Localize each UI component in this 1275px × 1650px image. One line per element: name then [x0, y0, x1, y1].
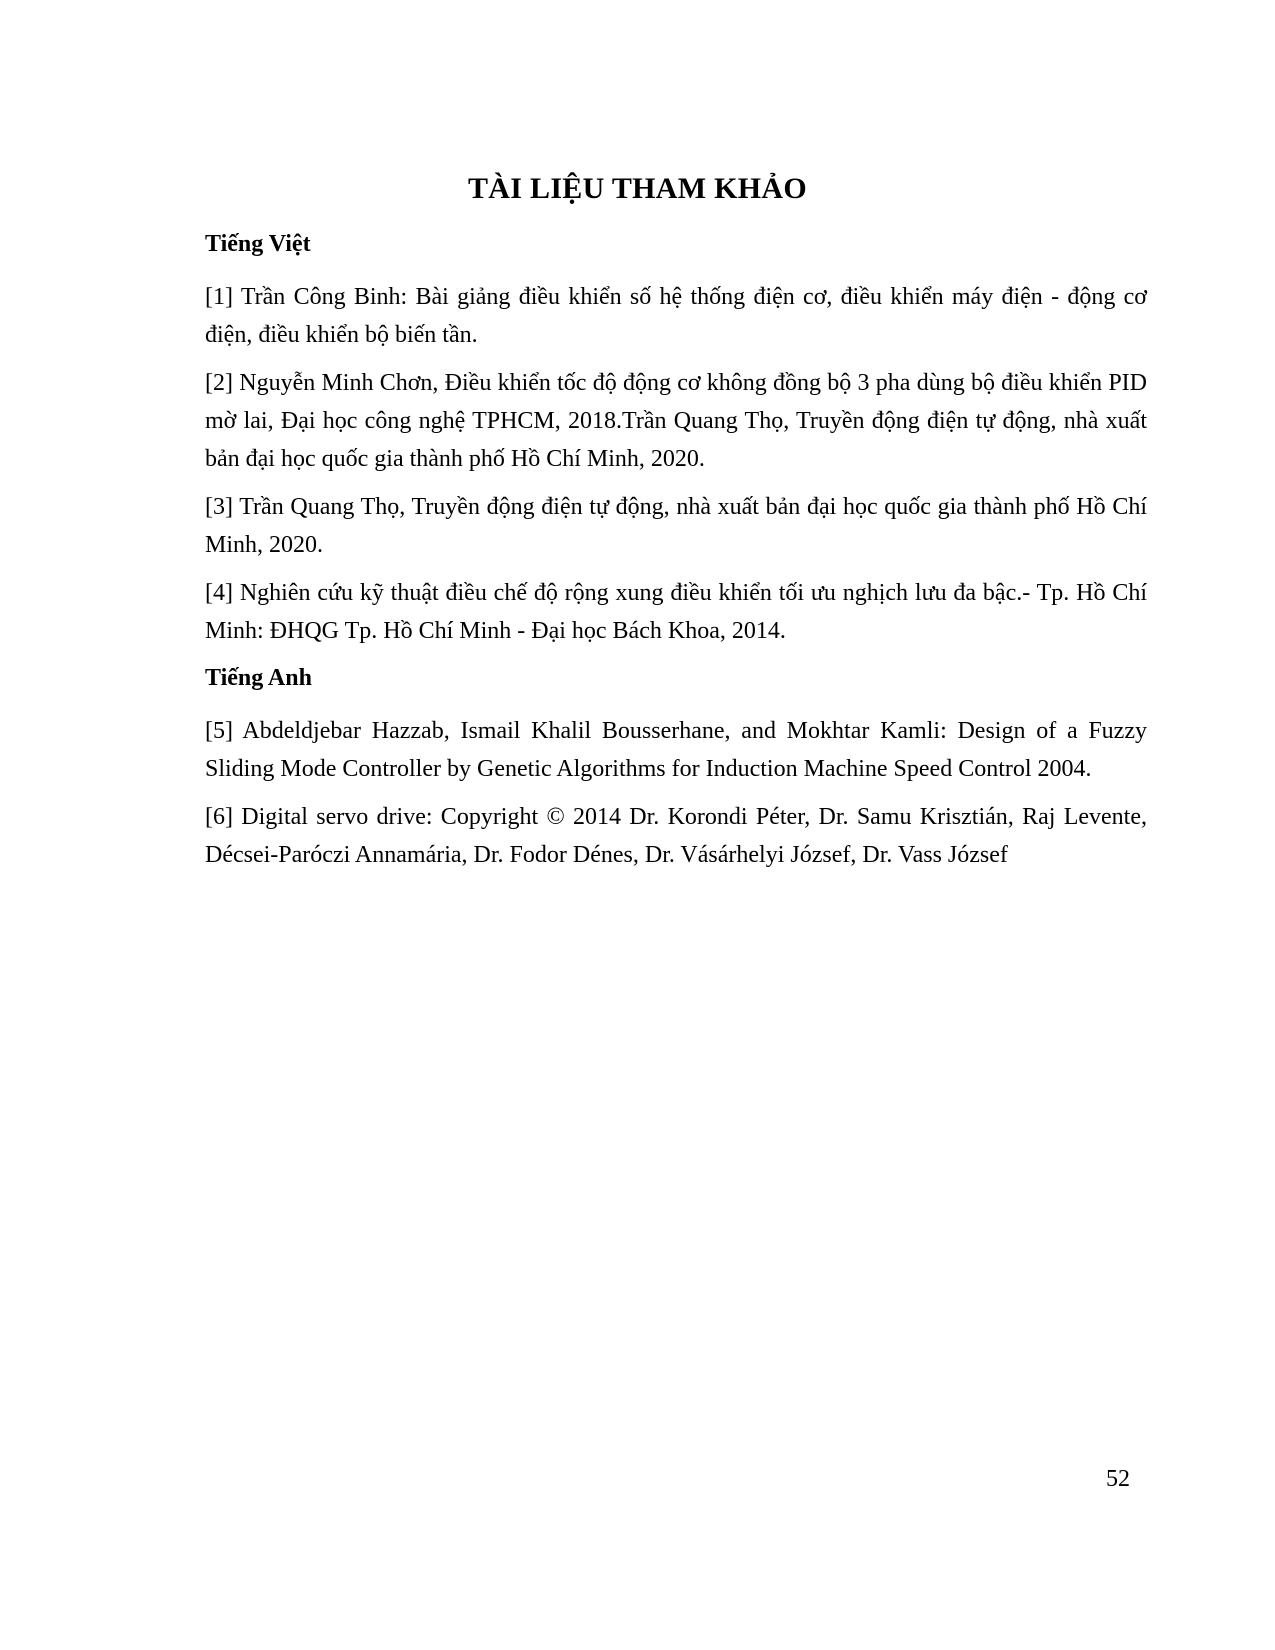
references-content [205, 228, 1147, 884]
section-vietnamese [205, 228, 1147, 650]
reference-item: [1] Trần Công Binh: Bài giảng điều khiển số hệ thống điện cơ, điều khiển máy điện - động cơ điện, điều khiển bộ biến tần. [205, 284, 1147, 348]
section-heading: Tiếng Việt [205, 231, 311, 257]
reference-item: [3] Trần Quang Thọ, Truyền động điện tự động, nhà xuất bản đại học quốc gia thành phố Hồ Chí Minh, 2020. [205, 494, 1147, 558]
section-heading: Tiếng Anh [205, 665, 312, 691]
reference-item: [6] Digital servo drive: Copyright © 2014 Dr. Korondi Péter, Dr. Samu Krisztián, Raj Levente, Décsei-Paróczi Annamária, Dr. Fodor Dénes, Dr. Vásárhelyi József, Dr. Vass József [205, 804, 1147, 868]
reference-item: [5] Abdeldjebar Hazzab, Ismail Khalil Bousserhane, and Mokhtar Kamli: Design of a Fuzzy Sliding Mode Controller by Genetic Algorithms for Induction Machine Speed Control 2004. [205, 718, 1147, 782]
section-english [205, 662, 1147, 874]
reference-item: [4] Nghiên cứu kỹ thuật điều chế độ rộng xung điều khiển tối ưu nghịch lưu đa bậc.- Tp. Hồ Chí Minh: ĐHQG Tp. Hồ Chí Minh - Đại học Bách Khoa, 2014. [205, 580, 1147, 644]
page-number: 52 [1106, 1466, 1130, 1492]
page-title: TÀI LIỆU THAM KHẢO [467, 172, 808, 205]
reference-item: [2] Nguyễn Minh Chơn, Điều khiển tốc độ động cơ không đồng bộ 3 pha dùng bộ điều khiển PID mờ lai, Đại học công nghệ TPHCM, 2018.Trần Quang Thọ, Truyền động điện tự động, nhà xuất bản đại học quốc gia thành phố Hồ Chí Minh, 2020. [205, 370, 1147, 472]
